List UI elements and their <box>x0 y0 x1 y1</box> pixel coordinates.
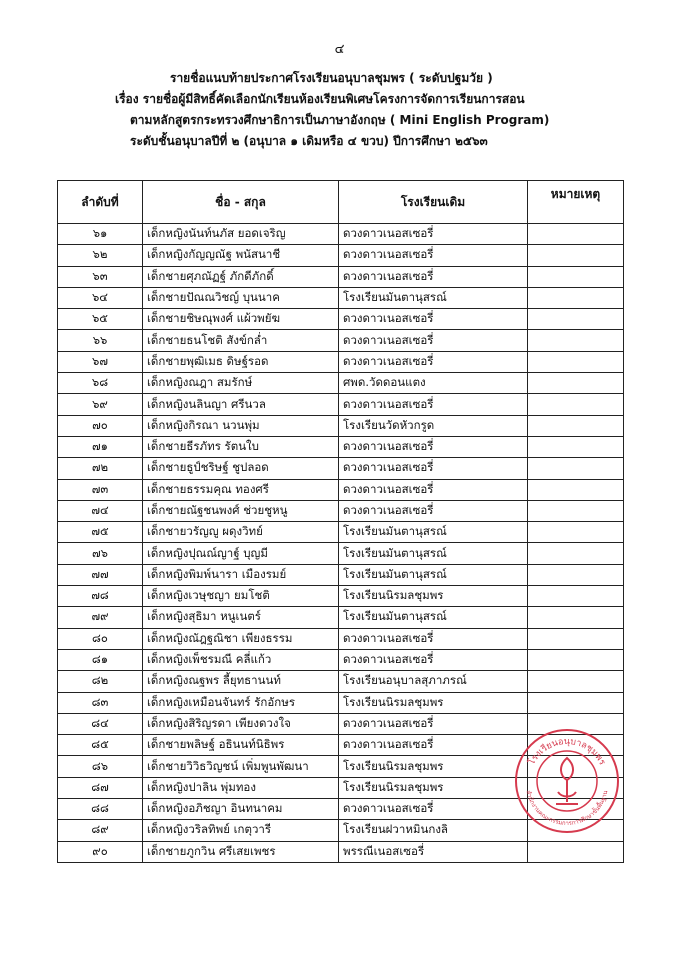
seal-icon <box>512 726 622 836</box>
remark-cell <box>528 436 624 457</box>
previous-school: ดวงดาวเนอสเซอรี่ <box>339 628 528 649</box>
previous-school: ดวงดาวเนอสเซอรี่ <box>339 713 528 734</box>
table-row <box>58 458 624 479</box>
table-row <box>58 543 624 564</box>
table-header-row <box>58 181 624 224</box>
table-row <box>58 436 624 457</box>
previous-school: โรงเรียนวัดหัวกรูด <box>339 415 528 436</box>
previous-school: ดวงดาวเนอสเซอรี่ <box>339 458 528 479</box>
previous-school: ดวงดาวเนอสเซอรี่ <box>339 394 528 415</box>
remark-cell <box>528 458 624 479</box>
table-row <box>58 628 624 649</box>
column-header-remark: หมายเหตุ <box>528 181 624 224</box>
table-row <box>58 479 624 500</box>
table-row <box>58 671 624 692</box>
previous-school: โรงเรียนมันตานุสรณ์ <box>339 522 528 543</box>
student-name: เด็กหญิงณฐพร ลี้ยุทธานนท์ <box>143 671 339 692</box>
remark-cell <box>528 841 624 862</box>
row-number: ๖๘ <box>58 373 143 394</box>
row-number: ๘๘ <box>58 799 143 820</box>
previous-school: ดวงดาวเนอสเซอรี่ <box>339 309 528 330</box>
previous-school: โรงเรียนฝวาหมินกงลิ <box>339 820 528 841</box>
remark-cell <box>528 351 624 372</box>
row-number: ๖๓ <box>58 266 143 287</box>
row-number: ๗๐ <box>58 415 143 436</box>
row-number: ๙๐ <box>58 841 143 862</box>
table-row <box>58 841 624 862</box>
previous-school: โรงเรียนมันตานุสรณ์ <box>339 543 528 564</box>
previous-school: ดวงดาวเนอสเซอรี่ <box>339 330 528 351</box>
remark-cell <box>528 287 624 308</box>
table-row <box>58 224 624 245</box>
student-name: เด็กหญิงอภิชญา อินทนาคม <box>143 799 339 820</box>
table-row <box>58 266 624 287</box>
row-number: ๖๖ <box>58 330 143 351</box>
table-row <box>58 351 624 372</box>
row-number: ๘๒ <box>58 671 143 692</box>
student-name: เด็กหญิงสุธิมา หนูเนตร์ <box>143 607 339 628</box>
svg-text:สำนักงานคณะกรรมการการศึกษาขั้น: สำนักงานคณะกรรมการการศึกษาขั้นพื้นฐาน <box>524 789 610 828</box>
remark-cell <box>528 415 624 436</box>
student-name: เด็กชายธรรมคุณ ทองศรี <box>143 479 339 500</box>
student-name: เด็กหญิงนันท์นภัส ยอดเจริญ <box>143 224 339 245</box>
remark-cell <box>528 586 624 607</box>
table-row <box>58 649 624 670</box>
row-number: ๗๑ <box>58 436 143 457</box>
table-row <box>58 394 624 415</box>
remark-cell <box>528 309 624 330</box>
row-number: ๖๔ <box>58 287 143 308</box>
previous-school: โรงเรียนมันตานุสรณ์ <box>339 607 528 628</box>
row-number: ๘๑ <box>58 649 143 670</box>
row-number: ๖๗ <box>58 351 143 372</box>
remark-cell <box>528 692 624 713</box>
row-number: ๘๕ <box>58 735 143 756</box>
table-row <box>58 287 624 308</box>
previous-school: ดวงดาวเนอสเซอรี่ <box>339 245 528 266</box>
student-name: เด็กชายศุภณัฏฐ์ ภักดีภักดิ์ <box>143 266 339 287</box>
document-header <box>60 68 640 152</box>
row-number: ๗๖ <box>58 543 143 564</box>
remark-cell <box>528 479 624 500</box>
student-name: เด็กหญิงพิมพ์นารา เมืองรมย์ <box>143 564 339 585</box>
student-name: เด็กชายวิวิธวิญชน์ เพิ่มพูนพัฒนา <box>143 756 339 777</box>
previous-school: ศพด.วัดดอนแตง <box>339 373 528 394</box>
student-name: เด็กหญิงกิรณา นวนพุ่ม <box>143 415 339 436</box>
remark-cell <box>528 373 624 394</box>
student-name: เด็กหญิงกัญญณัฐ พนัสนาชี <box>143 245 339 266</box>
row-number: ๘๓ <box>58 692 143 713</box>
row-number: ๘๐ <box>58 628 143 649</box>
remark-cell <box>528 245 624 266</box>
header-level: ระดับชั้นอนุบาลปีที่ ๒ (อนุบาล ๑ เดิมหรือ ๔ ขวบ) ปีการศึกษา ๒๕๖๓ <box>130 134 488 148</box>
student-name: เด็กหญิงณัฎฐณิชา เพียงธรรม <box>143 628 339 649</box>
student-name: เด็กหญิงสิริญรดา เพียงดวงใจ <box>143 713 339 734</box>
previous-school: โรงเรียนอนุบาลสุภาภรณ์ <box>339 671 528 692</box>
row-number: ๘๗ <box>58 777 143 798</box>
row-number: ๗๙ <box>58 607 143 628</box>
remark-cell <box>528 649 624 670</box>
remark-cell <box>528 522 624 543</box>
previous-school: โรงเรียนนิรมลชุมพร <box>339 692 528 713</box>
row-number: ๗๓ <box>58 479 143 500</box>
remark-cell <box>528 394 624 415</box>
previous-school: พรรณีเนอสเซอรี่ <box>339 841 528 862</box>
student-name: เด็กชายชิษณุพงศ์ แผ้วพยัฆ <box>143 309 339 330</box>
student-name: เด็กหญิงปุณณ์ญาฐ์ บุญมี <box>143 543 339 564</box>
table-row <box>58 245 624 266</box>
row-number: ๖๙ <box>58 394 143 415</box>
row-number: ๘๙ <box>58 820 143 841</box>
row-number: ๖๑ <box>58 224 143 245</box>
previous-school: โรงเรียนนิรมลชุมพร <box>339 586 528 607</box>
remark-cell <box>528 330 624 351</box>
previous-school: โรงเรียนมันตานุสรณ์ <box>339 287 528 308</box>
table-row <box>58 564 624 585</box>
student-name: เด็กชายพลิษฐ์ อธินนท์นิธิพร <box>143 735 339 756</box>
remark-cell <box>528 564 624 585</box>
row-number: ๗๕ <box>58 522 143 543</box>
previous-school: ดวงดาวเนอสเซอรี่ <box>339 649 528 670</box>
svg-text:โรงเรียนอนุบาลชุมพร: โรงเรียนอนุบาลชุมพร <box>527 736 607 767</box>
student-name: เด็กชายธีรภัทร รัตนใบ <box>143 436 339 457</box>
table-row <box>58 607 624 628</box>
remark-cell <box>528 607 624 628</box>
page-number: ๔ <box>334 42 345 57</box>
remark-cell <box>528 671 624 692</box>
student-name: เด็กหญิงปาลิน พุ่มทอง <box>143 777 339 798</box>
column-header-number: ลำดับที่ <box>58 181 143 224</box>
row-number: ๗๘ <box>58 586 143 607</box>
student-name: เด็กชายพุฒิเมธ ดิษฐ์รอด <box>143 351 339 372</box>
previous-school: ดวงดาวเนอสเซอรี่ <box>339 479 528 500</box>
previous-school: ดวงดาวเนอสเซอรี่ <box>339 351 528 372</box>
student-name: เด็กชายธนโชติ สังข์กล่ำ <box>143 330 339 351</box>
previous-school: ดวงดาวเนอสเซอรี่ <box>339 500 528 521</box>
row-number: ๗๗ <box>58 564 143 585</box>
student-name: เด็กหญิงเวษุชญา ยมโชติ <box>143 586 339 607</box>
previous-school: ดวงดาวเนอสเซอรี่ <box>339 224 528 245</box>
student-name: เด็กชายปัณณวิชญ์ บุนนาค <box>143 287 339 308</box>
row-number: ๖๒ <box>58 245 143 266</box>
table-row <box>58 330 624 351</box>
remark-cell <box>528 266 624 287</box>
remark-cell <box>528 543 624 564</box>
table-row <box>58 500 624 521</box>
remark-cell <box>528 224 624 245</box>
row-number: ๘๖ <box>58 756 143 777</box>
column-header-school: โรงเรียนเดิม <box>339 181 528 224</box>
table-row <box>58 586 624 607</box>
table-row <box>58 373 624 394</box>
student-name: เด็กหญิงวริลทิพย์ เกตุวารี <box>143 820 339 841</box>
previous-school: โรงเรียนมันตานุสรณ์ <box>339 564 528 585</box>
remark-cell <box>528 500 624 521</box>
column-header-name: ชื่อ - สกุล <box>143 181 339 224</box>
header-subject: เรื่อง รายชื่อผู้มีสิทธิ์คัดเลือกนักเรียนห้องเรียนพิเศษโครงการจัดการเรียนการสอน <box>115 92 525 106</box>
student-name: เด็กหญิงเพ็ชรมณี คลี่แก้ว <box>143 649 339 670</box>
row-number: ๖๕ <box>58 309 143 330</box>
remark-cell <box>528 628 624 649</box>
previous-school: ดวงดาวเนอสเซอรี่ <box>339 436 528 457</box>
previous-school: ดวงดาวเนอสเซอรี่ <box>339 735 528 756</box>
row-number: ๘๔ <box>58 713 143 734</box>
header-program: ตามหลักสูตรกระทรวงศึกษาธิการเป็นภาษาอังกฤษ ( Mini English Program) <box>130 113 550 127</box>
row-number: ๗๔ <box>58 500 143 521</box>
student-name: เด็กชายณัฐชนพงศ์ ช่วยชูหนู <box>143 500 339 521</box>
student-name: เด็กชายภูกวิน ศรีเสยเพชร <box>143 841 339 862</box>
previous-school: ดวงดาวเนอสเซอรี่ <box>339 266 528 287</box>
header-title: รายชื่อแนบท้ายประกาศโรงเรียนอนุบาลชุมพร ( ระดับปฐมวัย ) <box>170 71 493 85</box>
previous-school: โรงเรียนนิรมลชุมพร <box>339 756 528 777</box>
previous-school: ดวงดาวเนอสเซอรี่ <box>339 799 528 820</box>
table-row <box>58 415 624 436</box>
student-name: เด็กชายธูป์ชริษฐ์ ชูปลอด <box>143 458 339 479</box>
student-name: เด็กหญิงเหมือนจันทร์ รักอักษร <box>143 692 339 713</box>
table-row <box>58 692 624 713</box>
student-name: เด็กหญิงนลินญา ศรีนวล <box>143 394 339 415</box>
previous-school: โรงเรียนนิรมลชุมพร <box>339 777 528 798</box>
table-row <box>58 309 624 330</box>
row-number: ๗๒ <box>58 458 143 479</box>
student-name: เด็กชายวรัญญู ผดุงวิทย์ <box>143 522 339 543</box>
table-row <box>58 522 624 543</box>
student-name: เด็กหญิงณฎา สมรักษ์ <box>143 373 339 394</box>
official-seal-stamp <box>512 726 622 836</box>
